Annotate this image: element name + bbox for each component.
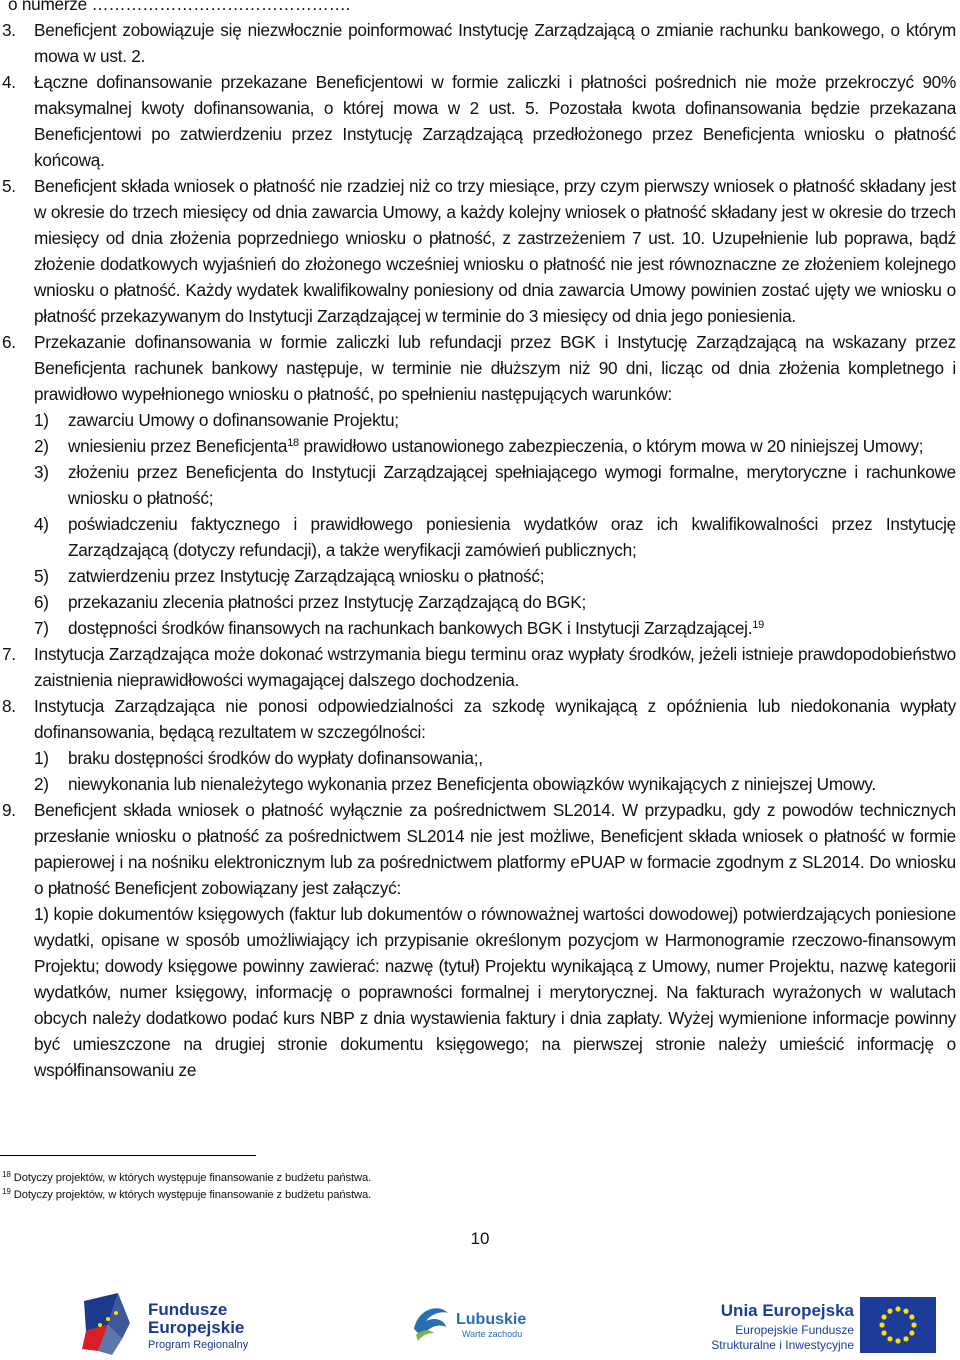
lubuskie-mark-icon (408, 1299, 456, 1347)
fundusze-europejskie-mark-icon (78, 1293, 142, 1355)
sub-item (34, 433, 956, 459)
sub-item-number: 3) (34, 462, 49, 482)
item-number: 8. (2, 696, 16, 716)
sub-item-number: 4) (34, 514, 49, 534)
ue-logo-line3: Strukturalne i Inwestycyjne (711, 1338, 854, 1352)
sub-item-number: 2) (34, 774, 49, 794)
top-line: o numerze ………………………………………. (8, 0, 351, 14)
sub-item-number: 7) (34, 618, 49, 638)
list-item-7 (2, 641, 956, 693)
sub-item-number: 5) (34, 566, 49, 586)
fe-logo-line3: Program Regionalny (148, 1339, 249, 1351)
sub-item (34, 407, 956, 433)
lubuskie-logo (408, 1299, 538, 1349)
item-number: 9. (2, 800, 16, 820)
item-number: 6. (2, 332, 16, 352)
sub-item (34, 771, 956, 797)
sub-item-number: 6) (34, 592, 49, 612)
item-text: Łączne dofinansowanie przekazane Beneficjentowi w formie zaliczki i płatności pośrednich nie może przekroczyć 90% maksymalnej kwoty dofinansowania, o której mowa w 2 ust. 5. Pozostała kwota dofinansowania będzie przekazana Beneficjentowi po zatwierdzeniu przez Instytucję Zarządzającą przedłożonego przez Beneficjenta wniosku o płatność końcową. (34, 72, 956, 170)
logo-bar (0, 1285, 960, 1360)
list-item-8 (2, 693, 956, 797)
footnotes (2, 1170, 902, 1204)
sub-item-number: 1) (34, 410, 49, 430)
sub-item (34, 745, 956, 771)
footnote-text: Dotyczy projektów, w których występuje finansowanie z budżetu państwa. (13, 1189, 372, 1201)
sub-item-text (68, 615, 956, 641)
document-body (2, 0, 956, 1083)
page-number: 10 (470, 1229, 490, 1248)
item-paragraph: 1) kopie dokumentów księgowych (faktur lub dokumentów o równoważnej wartości dowodowej) potwierdzających poniesione wydatki, opisane w sposób umożliwiający ich przypisanie określonym pozycjom w Harmonogramie rzeczowo-finansowym Projektu; dowody księgowe powinny zawierać: nazwę (tytuł) Projektu wynikającą z Umowy, numer Projektu, nazwę kategorii wydatków, numer księgowy, informację o poprawności formalnej i merytorycznej. Na fakturach wyrażonych w walutach obcych należy dodatkowo podać kurs NBP z dnia wystawienia faktury i dnia zapłaty. Wyżej wymienione informacje powinny być umieszczone na drugiej stronie dokumentu księgowego; na pierwszej stronie należy umieścić informację o współfinansowaniu ze (34, 904, 956, 1080)
ue-logo-line2: Europejskie Fundusze (735, 1323, 854, 1337)
item-content (34, 329, 956, 641)
unia-europejska-logo (636, 1297, 936, 1357)
list-item-6 (2, 329, 956, 641)
footnote-number: 19 (2, 1187, 11, 1196)
sub-item-text: przekazaniu zlecenia płatności przez Instytucję Zarządzającą do BGK; (68, 592, 586, 612)
footnote (2, 1170, 902, 1187)
sub-item-text: zawarciu Umowy o dofinansowanie Projektu; (68, 410, 399, 430)
footnote-separator (0, 1155, 256, 1156)
list-item-9 (2, 797, 956, 1083)
sub-item-text: zatwierdzeniu przez Instytucję Zarządzającą wniosku o płatność; (68, 566, 545, 586)
sub-item (34, 459, 956, 511)
sub-item-number: 2) (34, 436, 49, 456)
footnote-ref: 19 (752, 619, 764, 631)
list-item-5 (2, 173, 956, 329)
item-text: Beneficjent zobowiązuje się niezwłocznie poinformować Instytucję Zarządzającą o zmianie rachunku bankowego, o którym mowa w ust. 2. (34, 20, 956, 66)
footnote-ref: 18 (287, 437, 299, 449)
item-text: Instytucja Zarządzająca nie ponosi odpowiedzialności za szkodę wynikającą z opóźnienia lub niedokonania wypłaty dofinansowania, będącą rezultatem w szczególności: (34, 696, 956, 742)
eu-flag-icon (860, 1297, 936, 1353)
item-number: 5. (2, 176, 16, 196)
sub-item-number: 1) (34, 748, 49, 768)
item-text: Beneficjent składa wniosek o płatność nie rzadziej niż co trzy miesiące, przy czym pierwszy wniosek o płatność składany jest w okresie do trzech miesięcy od dnia zawarcia Umowy, a każdy kolejny wniosek o płatność składany jest w okresie do trzech miesięcy od dnia złożenia poprzedniego wniosku o płatność, z zastrzeżeniem 7 ust. 10. Uzupełnienie lub poprawa, bądź złożenie dodatkowych wyjaśnień do złożonego wcześniej wniosku o płatność nie jest równoznaczne ze złożeniem kolejnego wniosku o płatność. Każdy wydatek kwalifikowalny poniesiony od dnia zawarcia Umowy powinien zostać ujęty we wniosku o płatność przekazywanym do Instytucji Zarządzającej w terminie do 3 miesięcy od dnia jego poniesienia. (34, 176, 956, 326)
sub-item-text-part: dostępności środków finansowych na rachunkach bankowych BGK i Instytucji Zarządzającej. (68, 618, 753, 638)
item-text: Instytucja Zarządzająca może dokonać wstrzymania biegu terminu oraz wypłaty środków, jeżeli istnieje prawdopodobieństwo zaistnienia nieprawidłowości wymagającej dalszego dochodzenia. (34, 644, 956, 690)
sub-item-text: braku dostępności środków do wypłaty dofinansowania;, (68, 748, 483, 768)
sub-item-text-part: prawidłowo ustanowionego zabezpieczenia, o którym mowa w 20 niniejszej Umowy; (298, 436, 924, 456)
sub-item-text: poświadczeniu faktycznego i prawidłowego poniesienia wydatków oraz ich kwalifikowalności przez Instytucję Zarządzającą (dotyczy refundacji), a także weryfikacji zamówień publicznych; (68, 514, 956, 560)
item-number: 4. (2, 72, 16, 92)
sub-item-text (68, 433, 956, 459)
lubuskie-logo-line1: Lubuskie (456, 1311, 527, 1328)
lubuskie-logo-line2: Warte zachodu (462, 1329, 523, 1339)
sub-item-text: złożeniu przez Beneficjenta do Instytucji Zarządzającej spełniającego wymogi formalne, merytoryczne i rachunkowe wniosku o płatność; (68, 462, 956, 508)
sub-item-text-part: wniesieniu przez Beneficjenta (68, 436, 288, 456)
list-item-3 (2, 17, 956, 69)
fe-logo-line1: Fundusze (148, 1300, 228, 1319)
item-content (34, 693, 956, 797)
fundusze-europejskie-logo (78, 1293, 258, 1355)
sub-item (34, 615, 956, 641)
sub-item (34, 563, 956, 589)
item-number: 3. (2, 20, 16, 40)
item-text: Beneficjent składa wniosek o płatność wyłącznie za pośrednictwem SL2014. W przypadku, gdy z powodów technicznych przesłanie wniosku o płatność za pośrednictwem SL2014 nie jest możliwe, Beneficjent składa wniosek o płatność w formie papierowej i na nośniku elektronicznym lub za pośrednictwem platformy ePUAP w formacie zgodnym z SL2014. Do wniosku o płatność Beneficjent zobowiązany jest załączyć: (34, 800, 956, 898)
list-item-4 (2, 69, 956, 173)
ue-logo-line1: Unia Europejska (720, 1301, 854, 1320)
sub-item (34, 511, 956, 563)
item-content (34, 797, 956, 1083)
item-text: Przekazanie dofinansowania w formie zaliczki lub refundacji przez BGK i Instytucję Zarządzającą na wskazany przez Beneficjenta rachunek bankowy następuje, w terminie nie dłuższym niż 90 dni, licząc od dnia złożenia kompletnego i prawidłowo wypełnionego wniosku o płatność, po spełnieniu następujących warunków: (34, 332, 956, 404)
sub-item (34, 589, 956, 615)
fe-logo-line2: Europejskie (148, 1318, 245, 1337)
item-number: 7. (2, 644, 16, 664)
sub-item-text: niewykonania lub nienależytego wykonania przez Beneficjenta obowiązków wynikających z niniejszej Umowy. (68, 774, 876, 794)
footnote-number: 18 (2, 1170, 11, 1179)
footnote (2, 1187, 902, 1204)
footnote-text: Dotyczy projektów, w których występuje finansowanie z budżetu państwa. (13, 1172, 372, 1184)
